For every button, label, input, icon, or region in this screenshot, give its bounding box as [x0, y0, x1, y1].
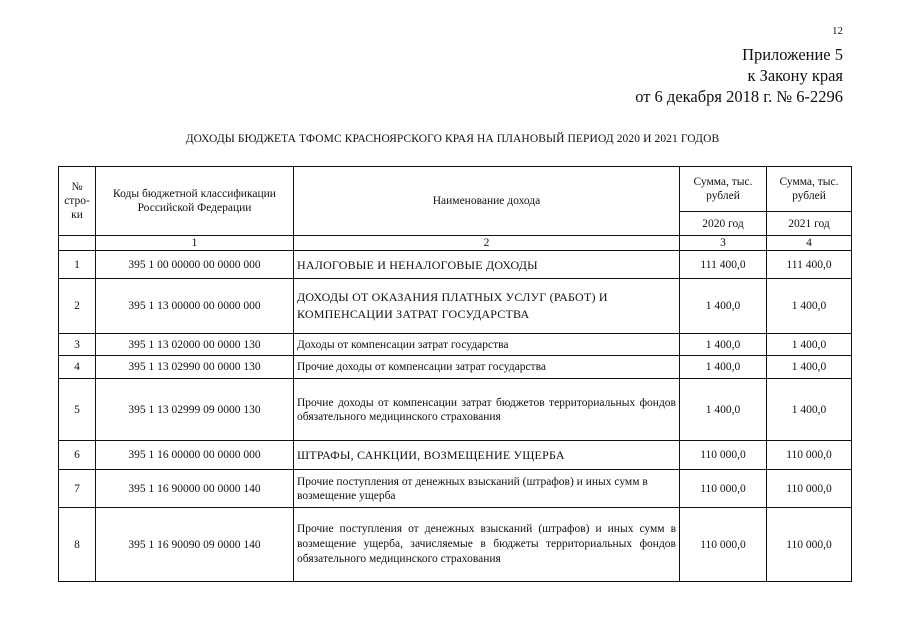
row-number: 7	[59, 470, 96, 508]
header-sum-2020: Сумма, тыс. рублей	[680, 167, 767, 212]
appendix-reference	[635, 44, 843, 107]
amount-2020: 110 000,0	[680, 470, 767, 508]
row-number: 4	[59, 356, 96, 379]
table-row	[59, 379, 852, 441]
header-year-2021: 2021 год	[767, 212, 852, 236]
table-row	[59, 251, 852, 279]
table-row	[59, 356, 852, 379]
amount-2021: 110 000,0	[767, 508, 852, 582]
table-row	[59, 441, 852, 470]
amount-2021: 1 400,0	[767, 356, 852, 379]
header-row-number: № стро- ки	[59, 167, 96, 236]
budget-code: 395 1 13 02990 00 0000 130	[96, 356, 294, 379]
amount-2021: 1 400,0	[767, 379, 852, 441]
row-number: 5	[59, 379, 96, 441]
budget-code: 395 1 13 02999 09 0000 130	[96, 379, 294, 441]
revenue-name: Прочие поступления от денежных взысканий (штрафов) и иных сумм в возмещение ущерба, зачисляемые в бюджеты территориальных фондов обязательного медицинского страхования	[294, 508, 680, 582]
appendix-line-3: от 6 декабря 2018 г. № 6-2296	[635, 87, 843, 106]
amount-2020: 1 400,0	[680, 334, 767, 356]
amount-2020: 111 400,0	[680, 251, 767, 279]
column-number-blank	[59, 236, 96, 251]
column-numbers-row	[59, 236, 852, 251]
amount-2021: 110 000,0	[767, 441, 852, 470]
row-number: 1	[59, 251, 96, 279]
revenue-name: Прочие поступления от денежных взысканий (штрафов) и иных сумм в возмещение ущерба	[294, 470, 680, 508]
header-row	[59, 167, 852, 212]
page-number: 12	[832, 25, 843, 37]
header-codes: Коды бюджетной классификации Российской Федерации	[96, 167, 294, 236]
row-number: 2	[59, 279, 96, 334]
row-number: 6	[59, 441, 96, 470]
budget-code: 395 1 00 00000 00 0000 000	[96, 251, 294, 279]
amount-2020: 1 400,0	[680, 279, 767, 334]
header-sum-2021: Сумма, тыс. рублей	[767, 167, 852, 212]
revenue-name: Прочие доходы от компенсации затрат бюджетов территориальных фондов обязательного медицинского страхования	[294, 379, 680, 441]
table-row	[59, 470, 852, 508]
table-row	[59, 334, 852, 356]
document-title: ДОХОДЫ БЮДЖЕТА ТФОМС КРАСНОЯРСКОГО КРАЯ НА ПЛАНОВЫЙ ПЕРИОД 2020 И 2021 ГОДОВ	[185, 133, 720, 145]
budget-code: 395 1 16 00000 00 0000 000	[96, 441, 294, 470]
amount-2020: 110 000,0	[680, 441, 767, 470]
budget-code: 395 1 13 02000 00 0000 130	[96, 334, 294, 356]
header-name: Наименование дохода	[294, 167, 680, 236]
amount-2020: 1 400,0	[680, 379, 767, 441]
column-number-4: 4	[767, 236, 852, 251]
revenue-name: Доходы от компенсации затрат государства	[294, 334, 680, 356]
column-number-1: 1	[96, 236, 294, 251]
budget-code: 395 1 16 90000 00 0000 140	[96, 470, 294, 508]
revenue-name: Прочие доходы от компенсации затрат государства	[294, 356, 680, 379]
amount-2021: 111 400,0	[767, 251, 852, 279]
row-number: 8	[59, 508, 96, 582]
amount-2020: 1 400,0	[680, 356, 767, 379]
column-number-2: 2	[294, 236, 680, 251]
table-row	[59, 279, 852, 334]
amount-2021: 110 000,0	[767, 470, 852, 508]
amount-2021: 1 400,0	[767, 279, 852, 334]
appendix-line-2: к Закону края	[747, 66, 843, 85]
budget-code: 395 1 13 00000 00 0000 000	[96, 279, 294, 334]
header-year-2020: 2020 год	[680, 212, 767, 236]
revenue-table	[58, 166, 852, 582]
budget-code: 395 1 16 90090 09 0000 140	[96, 508, 294, 582]
table-row	[59, 508, 852, 582]
row-number: 3	[59, 334, 96, 356]
amount-2021: 1 400,0	[767, 334, 852, 356]
revenue-name: ШТРАФЫ, САНКЦИИ, ВОЗМЕЩЕНИЕ УЩЕРБА	[294, 441, 680, 470]
revenue-name: ДОХОДЫ ОТ ОКАЗАНИЯ ПЛАТНЫХ УСЛУГ (РАБОТ) И КОМПЕНСАЦИИ ЗАТРАТ ГОСУДАРСТВА	[294, 279, 680, 334]
appendix-line-1: Приложение 5	[742, 45, 843, 64]
column-number-3: 3	[680, 236, 767, 251]
revenue-name: НАЛОГОВЫЕ И НЕНАЛОГОВЫЕ ДОХОДЫ	[294, 251, 680, 279]
amount-2020: 110 000,0	[680, 508, 767, 582]
